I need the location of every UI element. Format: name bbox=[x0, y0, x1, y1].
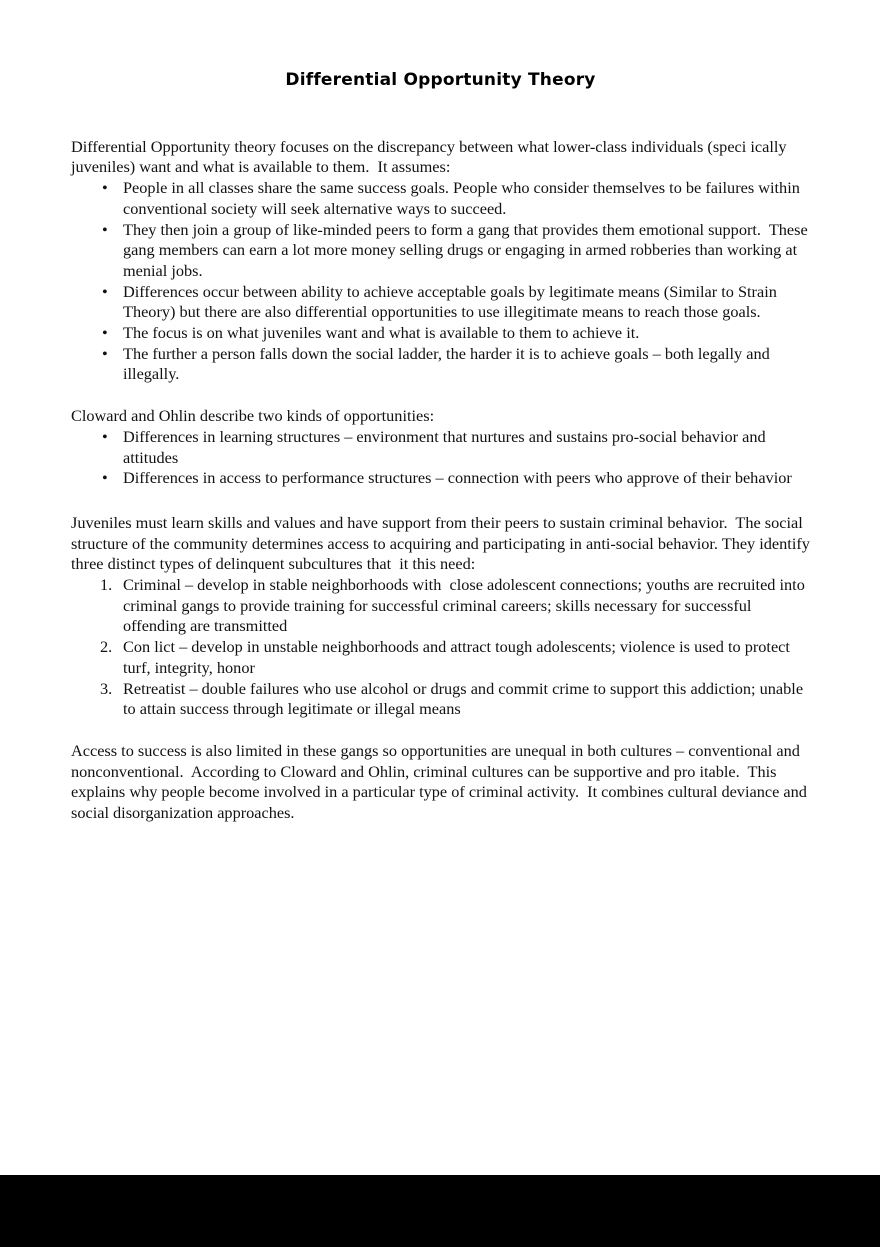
list-item: Con lict – develop in unstable neighborhoods and attract tough adolescents; violence is used to protect turf, integrity, honor bbox=[123, 637, 794, 677]
subcultures-list bbox=[71, 575, 810, 720]
subcultures-paragraph: Juveniles must learn skills and values and have support from their peers to sustain criminal behavior. The social structure of the community determines access to acquiring and participating in anti-social behavior. They identify three distinct types of delinquent subcultures that it this need: bbox=[71, 512, 814, 574]
assumptions-list bbox=[71, 178, 810, 385]
list-item: • The further a person falls down the social ladder, the harder it is to achieve goals – both legally and illegally. bbox=[100, 344, 810, 385]
page-title: Differential Opportunity Theory bbox=[285, 70, 596, 90]
list-item: • They then join a group of like-minded peers to form a gang that provides them emotional support. These gang members can earn a lot more money selling drugs or engaging in armed robberies than working at menial jobs. bbox=[100, 220, 810, 282]
opportunities-intro: Cloward and Ohlin describe two kinds of opportunities: bbox=[71, 406, 435, 426]
list-item: • Differences in access to performance structures – connection with peers who approve of their behavior bbox=[100, 468, 810, 489]
bottom-black-bar bbox=[0, 1175, 880, 1247]
opportunities-list bbox=[71, 427, 810, 489]
closing-paragraph: Access to success is also limited in these gangs so opportunities are unequal in both cultures – conventional and nonconventional. According to Cloward and Ohlin, criminal cultures can be supportive and pro itable. This explains why people become involved in a particular type of criminal activity. It combines cultural deviance and social disorganization approaches. bbox=[71, 740, 811, 823]
list-item: • Differences in learning structures – environment that nurtures and sustains pro-social behavior and attitudes bbox=[100, 427, 810, 468]
list-item: Retreatist – double failures who use alcohol or drugs and commit crime to support this addiction; unable to attain success through legitimate or illegal means bbox=[123, 678, 808, 719]
list-item: Criminal – develop in stable neighborhoods with close adolescent connections; youths are recruited into criminal gangs to provide training for successful criminal careers; skills necessary for successful offending are transmitted bbox=[123, 575, 809, 636]
list-item: • People in all classes share the same success goals. People who consider themselves to be failures within conventional society will seek alternative ways to succeed. bbox=[100, 178, 810, 219]
list-item: • Differences occur between ability to achieve acceptable goals by legitimate means (Similar to Strain Theory) but there are also differential opportunities to use illegitimate means to reach those goals. bbox=[100, 282, 810, 323]
list-item: • The focus is on what juveniles want and what is available to them to achieve it. bbox=[100, 323, 810, 344]
intro-paragraph: Differential Opportunity theory focuses on the discrepancy between what lower-class individuals (speci ically juveniles) want and what is available to them. It assumes: bbox=[71, 136, 791, 177]
